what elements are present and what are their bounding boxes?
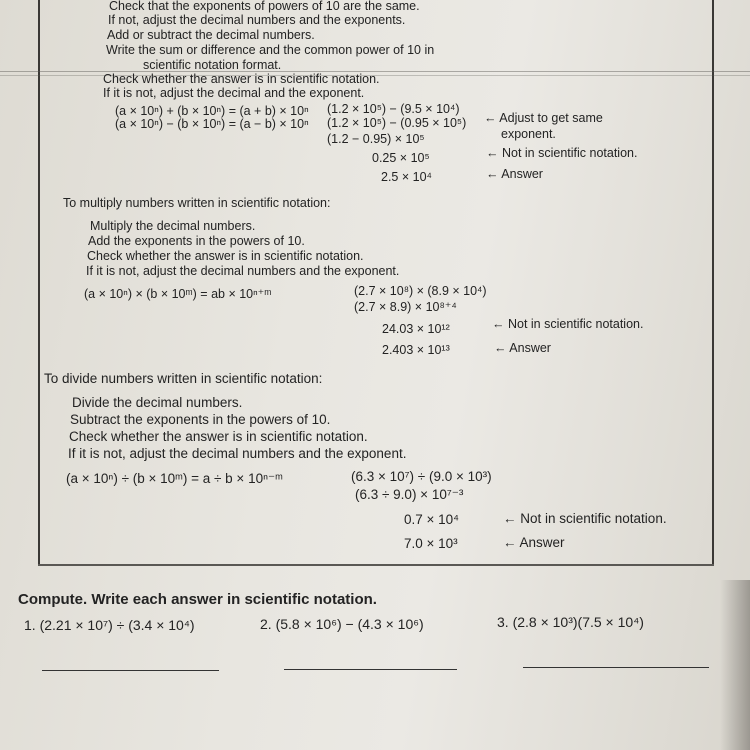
addsub-example-line-1: (1.2 × 10⁵) − (9.5 × 10⁴) [327, 102, 460, 116]
divide-example-note-4: ← Answer [503, 535, 565, 550]
multiply-step-1: Multiply the decimal numbers. [90, 219, 256, 233]
multiply-example-line-2: (2.7 × 8.9) × 10⁸⁺⁴ [354, 300, 457, 314]
multiply-example-line-1: (2.7 × 10⁸) × (8.9 × 10⁴) [354, 284, 487, 298]
divide-example-line-4: 7.0 × 10³ [404, 536, 458, 551]
answer-line-2[interactable] [284, 669, 457, 670]
multiply-example-line-4: 2.403 × 10¹³ [382, 343, 450, 357]
addsub-example-line-5: 2.5 × 10⁴ [381, 170, 432, 184]
addsub-formula-diff: (a × 10ⁿ) − (b × 10ⁿ) = (a − b) × 10ⁿ [115, 117, 309, 131]
addsub-step-4: Write the sum or difference and the common power of 10 in [106, 43, 435, 57]
multiply-step-4: If it is not, adjust the decimal numbers and the exponent. [86, 264, 400, 278]
multiply-step-2: Add the exponents in the powers of 10. [88, 234, 305, 248]
divide-formula: (a × 10ⁿ) ÷ (b × 10ᵐ) = a ÷ b × 10ⁿ⁻ᵐ [66, 471, 283, 486]
multiply-example-note-4: ← Answer [494, 341, 551, 355]
addsub-example-note-2a: ← Adjust to get same [484, 111, 603, 125]
addsub-formula-sum: (a × 10ⁿ) + (b × 10ⁿ) = (a + b) × 10ⁿ [115, 104, 309, 118]
divide-example-line-3: 0.7 × 10⁴ [404, 512, 459, 527]
multiply-example-line-3: 24.03 × 10¹² [382, 322, 450, 336]
multiply-formula: (a × 10ⁿ) × (b × 10ᵐ) = ab × 10ⁿ⁺ᵐ [84, 287, 272, 301]
compute-problem-1: 1. (2.21 × 10⁷) ÷ (3.4 × 10⁴) [24, 617, 195, 633]
divide-example-line-2: (6.3 ÷ 9.0) × 10⁷⁻³ [355, 487, 464, 502]
divide-step-4: If it is not, adjust the decimal numbers and the exponent. [68, 446, 407, 461]
answer-line-3[interactable] [523, 667, 709, 668]
addsub-example-line-4: 0.25 × 10⁵ [372, 151, 430, 165]
compute-problem-2: 2. (5.8 × 10⁶) − (4.3 × 10⁶) [260, 616, 424, 632]
divide-example-note-3: ← Not in scientific notation. [503, 511, 667, 526]
addsub-step-2: If not, adjust the decimal numbers and the exponents. [108, 13, 406, 27]
addsub-step-6: Check whether the answer is in scientific notation. [103, 72, 380, 86]
addsub-example-line-2: (1.2 × 10⁵) − (0.95 × 10⁵) [327, 116, 467, 130]
divide-example-line-1: (6.3 × 10⁷) ÷ (9.0 × 10³) [351, 469, 492, 484]
divide-step-3: Check whether the answer is in scientific notation. [69, 429, 368, 444]
addsub-example-note-2b: exponent. [501, 127, 556, 141]
photo-shadow [720, 580, 750, 750]
addsub-step-5: scientific notation format. [143, 58, 282, 72]
multiply-step-3: Check whether the answer is in scientific notation. [87, 249, 364, 263]
addsub-example-note-5: ← Answer [486, 167, 543, 181]
addsub-step-3: Add or subtract the decimal numbers. [107, 28, 315, 42]
addsub-example-note-4: ← Not in scientific notation. [486, 146, 638, 160]
addsub-step-7: If it is not, adjust the decimal and the exponent. [103, 86, 365, 100]
divide-step-1: Divide the decimal numbers. [72, 395, 243, 410]
answer-line-1[interactable] [42, 670, 219, 671]
addsub-step-1: Check that the exponents of powers of 10 are the same. [109, 0, 420, 13]
reference-box-bottom-border [38, 564, 714, 566]
addsub-example-line-3: (1.2 − 0.95) × 10⁵ [327, 132, 425, 146]
divide-step-2: Subtract the exponents in the powers of 10. [70, 412, 331, 427]
divide-title: To divide numbers written in scientific notation: [44, 371, 323, 386]
compute-title: Compute. Write each answer in scientific notation. [18, 591, 377, 608]
compute-problem-3: 3. (2.8 × 10³)(7.5 × 10⁴) [497, 614, 644, 630]
multiply-title: To multiply numbers written in scientific notation: [63, 196, 331, 210]
multiply-example-note-3: ← Not in scientific notation. [492, 317, 644, 331]
